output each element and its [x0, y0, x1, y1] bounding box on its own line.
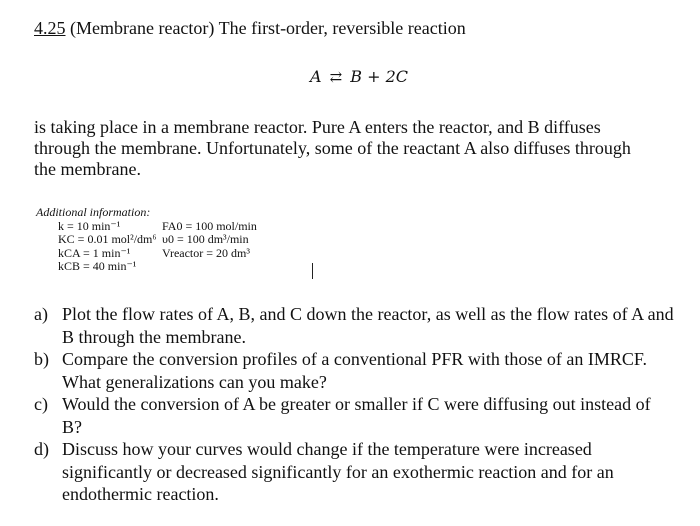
question-label: d) [34, 439, 49, 459]
problem-intro: is taking place in a membrane reactor. Pure A enters the reactor, and B diffuses through the membrane. Unfortunately, some of the reactant A also diffuses through the membrane. [34, 117, 631, 179]
question-item [34, 303, 674, 348]
question-item [34, 348, 674, 393]
info-left-column [36, 220, 156, 274]
question-item [34, 438, 674, 506]
question-label: a) [34, 304, 48, 324]
info-rate-constant: k = 10 min⁻¹ [58, 218, 121, 233]
problem-title [34, 16, 466, 40]
equation-left: A [309, 67, 322, 86]
info-equilibrium-constant: KC = 0.01 mol²/dm⁶ [58, 232, 157, 246]
question-label: c) [34, 394, 48, 414]
question-text: Would the conversion of A be greater or smaller if C were diffusing out instead of B? [62, 394, 651, 437]
question-item [34, 393, 674, 438]
info-membrane-coeff-b: kCB = 40 min⁻¹ [58, 259, 137, 273]
problem-title-text: (Membrane reactor) The first-order, reversible reaction [65, 18, 466, 38]
reaction-equation [0, 66, 700, 88]
info-feed-flow: FA0 = 100 mol/min [162, 218, 257, 233]
info-reactor-volume: Vreactor = 20 dm³ [162, 245, 250, 260]
reversible-arrows-icon: ⇄ [329, 68, 343, 86]
equation-right: B + 2C [350, 67, 409, 86]
additional-information [36, 206, 296, 274]
question-text: Plot the flow rates of A, B, and C down the reactor, as well as the flow rates of A and B through the membrane. [62, 304, 674, 347]
problem-number: 4.25 [34, 18, 66, 38]
question-list [34, 303, 674, 506]
info-membrane-coeff-a: kCA = 1 min⁻¹ [58, 245, 131, 260]
question-label: b) [34, 349, 49, 369]
info-right-column [156, 220, 257, 274]
info-columns [36, 220, 296, 274]
info-heading: Additional information: [36, 205, 151, 219]
question-text: Compare the conversion profiles of a conventional PFR with those of an IMRCF. What generalizations can you make? [62, 349, 647, 392]
info-volumetric-flow: υ0 = 100 dm³/min [162, 232, 249, 246]
question-text: Discuss how your curves would change if the temperature were increased significantly or decreased significantly for an exothermic reaction and for an endothermic reaction. [62, 439, 614, 504]
text-cursor [312, 263, 313, 279]
